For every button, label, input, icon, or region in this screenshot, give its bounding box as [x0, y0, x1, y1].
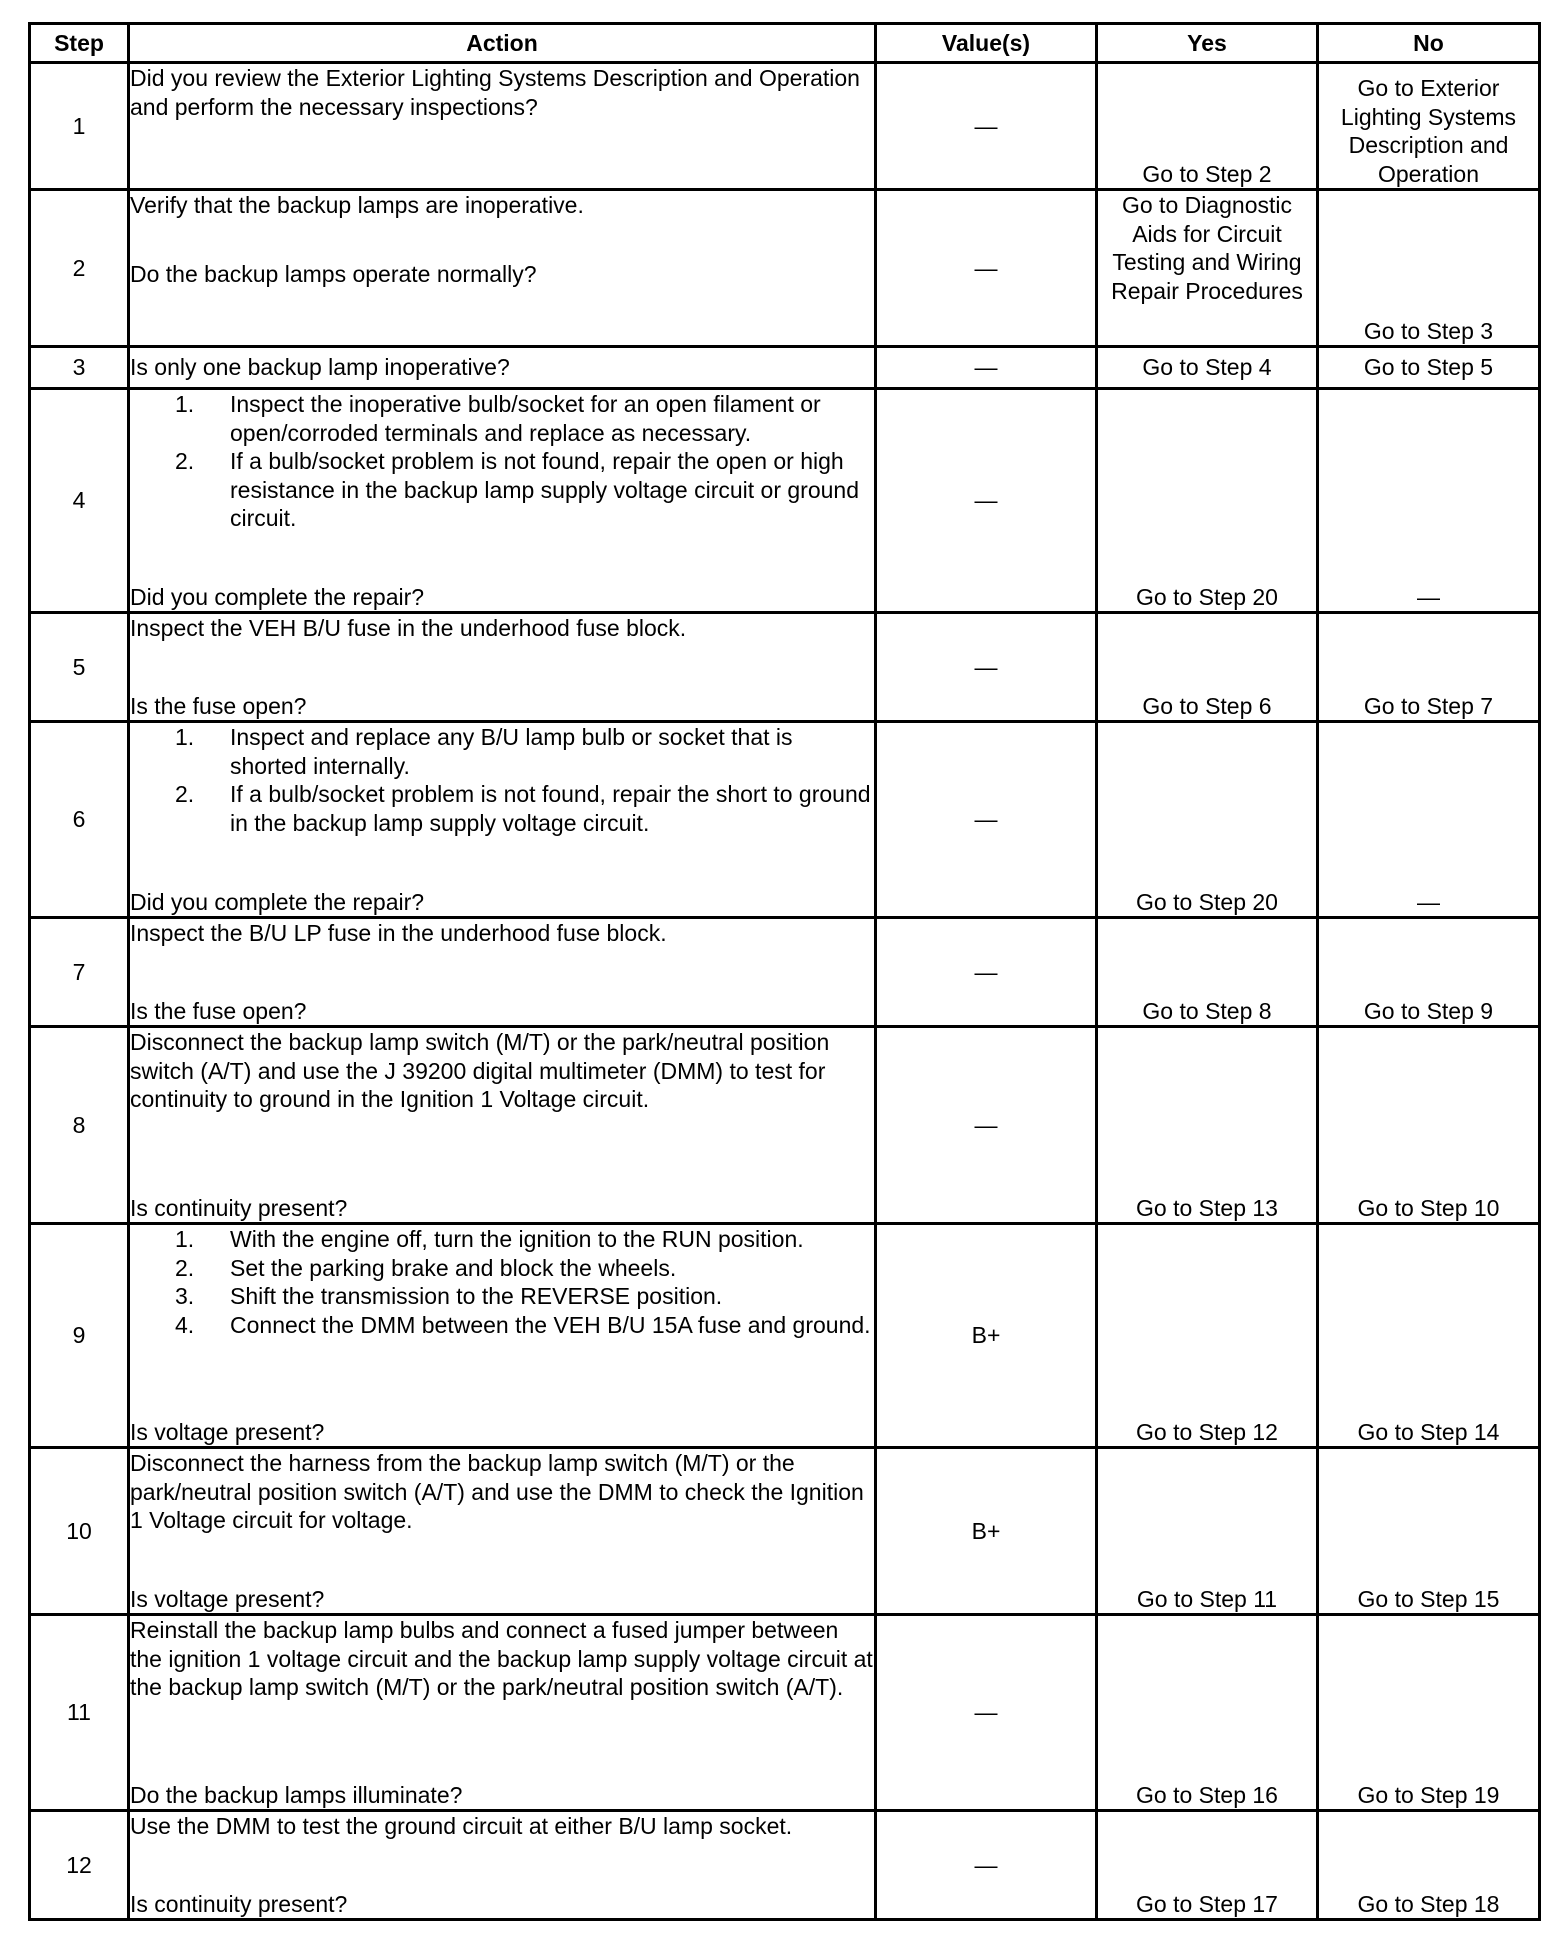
step-number: 9: [30, 1224, 129, 1448]
table-row: [30, 1811, 1540, 1920]
value-cell: —: [876, 613, 1097, 722]
table-row: [30, 389, 1540, 613]
table-row: [30, 613, 1540, 722]
action-steps: [130, 1225, 874, 1339]
header-no: No: [1318, 24, 1540, 63]
no-cell: Go to Step 9: [1318, 918, 1540, 1027]
list-item: 2. If a bulb/socket problem is not found, repair the short to ground in the backup lamp supply voltage circuit.: [175, 781, 871, 836]
value-cell: —: [876, 1615, 1097, 1811]
value-cell: —: [876, 63, 1097, 190]
list-item: 1. With the engine off, turn the ignition to the RUN position.: [175, 1226, 804, 1252]
table-row: [30, 1224, 1540, 1448]
table-row: [30, 190, 1540, 347]
table-row: [30, 1615, 1540, 1811]
step-number: 5: [30, 613, 129, 722]
action-cell: [129, 1027, 876, 1224]
yes-cell: Go to Step 4: [1097, 347, 1318, 389]
table-row: [30, 1448, 1540, 1615]
no-cell: —: [1318, 722, 1540, 918]
no-cell: Go to Step 3: [1318, 190, 1540, 347]
action-text: Verify that the backup lamps are inoperative.: [130, 192, 584, 218]
action-cell: [129, 190, 876, 347]
header-step: Step: [30, 24, 129, 63]
action-steps: [130, 390, 874, 533]
action-cell: [129, 1615, 876, 1811]
yes-cell: Go to Step 12: [1097, 1224, 1318, 1448]
action-cell: [129, 722, 876, 918]
value-cell: B+: [876, 1224, 1097, 1448]
list-item: 2. Set the parking brake and block the wheels.: [175, 1254, 677, 1281]
no-cell: Go to Step 5: [1318, 347, 1540, 389]
action-question: Is the fuse open?: [130, 997, 307, 1024]
yes-cell: Go to Step 2: [1097, 63, 1318, 190]
action-question: Is continuity present?: [130, 1194, 348, 1221]
value-cell: —: [876, 1027, 1097, 1224]
action-question: Is continuity present?: [130, 1890, 348, 1917]
no-cell: Go to Step 10: [1318, 1027, 1540, 1224]
value-cell: —: [876, 190, 1097, 347]
table-row: [30, 722, 1540, 918]
list-item: 2. If a bulb/socket problem is not found, repair the open or high resistance in the backup lamp supply voltage circuit or ground circuit.: [175, 448, 860, 531]
action-text: Inspect the VEH B/U fuse in the underhood fuse block.: [130, 615, 687, 641]
value-cell: —: [876, 918, 1097, 1027]
table-row: [30, 63, 1540, 190]
value-cell: —: [876, 389, 1097, 613]
value-cell: —: [876, 347, 1097, 389]
action-cell: [129, 63, 876, 190]
list-item: 1. Inspect the inoperative bulb/socket for an open filament or open/corroded terminals and replace as necessary.: [175, 391, 821, 446]
yes-cell: Go to Step 20: [1097, 389, 1318, 613]
yes-cell: Go to Step 6: [1097, 613, 1318, 722]
action-question: Is the fuse open?: [130, 692, 307, 719]
action-text: Use the DMM to test the ground circuit at either B/U lamp socket.: [130, 1813, 793, 1839]
step-number: 2: [30, 190, 129, 347]
action-text: Did you review the Exterior Lighting Systems Description and Operation and perform the necessary inspections?: [130, 65, 860, 120]
step-number: 11: [30, 1615, 129, 1811]
action-text: Reinstall the backup lamp bulbs and connect a fused jumper between the ignition 1 voltage circuit and the backup lamp supply voltage circuit at the backup lamp switch (M/T) or the park/neutral position switch (A/T).: [130, 1617, 873, 1700]
value-cell: —: [876, 1811, 1097, 1920]
list-item: 4. Connect the DMM between the VEH B/U 15A fuse and ground.: [175, 1311, 871, 1338]
no-cell: Go to Step 15: [1318, 1448, 1540, 1615]
step-number: 3: [30, 347, 129, 389]
no-cell: Go to Step 14: [1318, 1224, 1540, 1448]
list-item: 1. Inspect and replace any B/U lamp bulb or socket that is shorted internally.: [175, 724, 793, 779]
diagnostic-table: [28, 22, 1541, 1921]
table-row: [30, 1027, 1540, 1224]
table-row: [30, 347, 1540, 389]
action-cell: [129, 1448, 876, 1615]
action-question: Is voltage present?: [130, 1585, 325, 1612]
step-number: 1: [30, 63, 129, 190]
yes-cell: Go to Step 16: [1097, 1615, 1318, 1811]
header-action: Action: [129, 24, 876, 63]
action-cell: [129, 1811, 876, 1920]
no-cell: Go to Exterior Lighting Systems Description and Operation: [1318, 63, 1540, 190]
yes-cell: Go to Step 13: [1097, 1027, 1318, 1224]
step-number: 8: [30, 1027, 129, 1224]
yes-cell: Go to Step 8: [1097, 918, 1318, 1027]
yes-cell: Go to Step 11: [1097, 1448, 1318, 1615]
action-cell: [129, 918, 876, 1027]
action-question: Is voltage present?: [130, 1418, 325, 1445]
no-cell: Go to Step 7: [1318, 613, 1540, 722]
step-number: 4: [30, 389, 129, 613]
action-text: Inspect the B/U LP fuse in the underhood fuse block.: [130, 920, 667, 946]
step-number: 6: [30, 722, 129, 918]
action-cell: [129, 1224, 876, 1448]
action-question: Do the backup lamps operate normally?: [130, 260, 537, 287]
step-number: 7: [30, 918, 129, 1027]
header-row: [30, 24, 1540, 63]
step-number: 10: [30, 1448, 129, 1615]
action-cell: [129, 347, 876, 389]
action-question: Did you complete the repair?: [130, 583, 425, 610]
header-values: Value(s): [876, 24, 1097, 63]
value-cell: —: [876, 722, 1097, 918]
action-cell: [129, 389, 876, 613]
action-question: Do the backup lamps illuminate?: [130, 1781, 463, 1808]
no-cell: —: [1318, 389, 1540, 613]
action-text: Disconnect the backup lamp switch (M/T) or the park/neutral position switch (A/T) and use the J 39200 digital multimeter (DMM) to test for continuity to ground in the Ignition 1 Voltage circuit.: [130, 1029, 830, 1112]
action-steps: [130, 723, 874, 837]
action-cell: [129, 613, 876, 722]
step-number: 12: [30, 1811, 129, 1920]
list-item: 3. Shift the transmission to the REVERSE position.: [175, 1283, 723, 1309]
no-cell: Go to Step 19: [1318, 1615, 1540, 1811]
value-cell: B+: [876, 1448, 1097, 1615]
header-yes: Yes: [1097, 24, 1318, 63]
action-question: Did you complete the repair?: [130, 888, 425, 915]
yes-cell: Go to Step 17: [1097, 1811, 1318, 1920]
no-cell: Go to Step 18: [1318, 1811, 1540, 1920]
yes-cell: Go to Step 20: [1097, 722, 1318, 918]
action-text: Disconnect the harness from the backup lamp switch (M/T) or the park/neutral position switch (A/T) and use the DMM to check the Ignition 1 Voltage circuit for voltage.: [130, 1450, 864, 1533]
action-text: Is only one backup lamp inoperative?: [130, 354, 510, 381]
yes-cell: Go to Diagnostic Aids for Circuit Testing and Wiring Repair Procedures: [1097, 190, 1318, 347]
table-row: [30, 918, 1540, 1027]
